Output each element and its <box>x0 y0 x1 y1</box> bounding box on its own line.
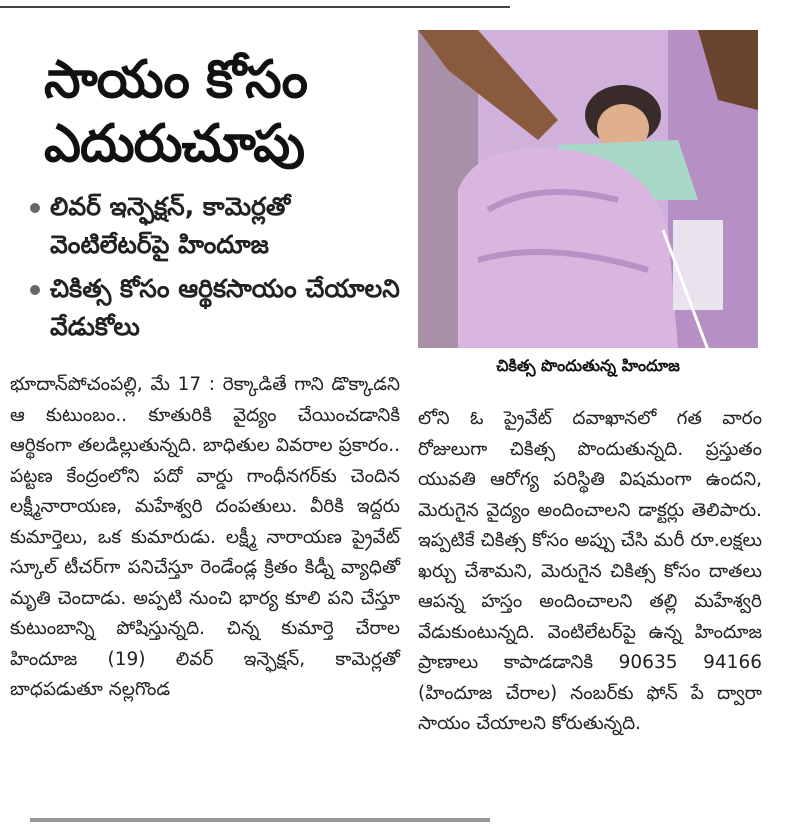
article-paragraph: భూదాన్‌పోచంపల్లి, మే 17 : రెక్కాడితే గాని డొక్కాడని ఆ కుటుంబం.. కూతురికి వైద్యం చేయించడానికి ఆర్థికంగా తలడిల్లుతున్నది. బాధితుల వివరాల ప్రకారం.. పట్టణ కేంద్రంలోని పదో వార్డు గాంధీనగర్‌కు చెందిన లక్ష్మీనారాయణ, మహేశ్వరి దంపతులు. వీరికి ఇద్దరు కుమార్తెలు, ఒక కుమారుడు. లక్ష్మీ నారాయణ ప్రైవేట్ స్కూల్ టీచర్‌గా పనిచేస్తూ రెండేండ్ల క్రితం కిడ్నీ వ్యాధితో మృతి చెందాడు. అప్పటి నుంచి భార్య కూలి పని చేస్తూ కుటుంబాన్ని పోషిస్తున్నది. చిన్న కుమార్తె చేరాల హిందూజ (19) లివర్ ఇన్ఫెక్షన్, కామెర్లతో బాధపడుతూ నల్లగొండ <box>10 374 400 700</box>
photo-caption: చికిత్స పొందుతున్న హిందూజ <box>496 356 680 375</box>
headline-line-2: ఎదురుచూపు <box>44 113 305 174</box>
article-column-right <box>418 404 762 740</box>
article-column-left <box>10 370 400 706</box>
next-article-cut <box>30 810 490 824</box>
headline-line-1: సాయం కోసం <box>44 49 307 110</box>
news-photo <box>418 30 758 348</box>
bullet-dot-icon <box>30 203 40 213</box>
top-rule <box>0 6 510 8</box>
bullet-item <box>30 270 400 346</box>
subheadline-bullets <box>30 188 400 352</box>
bullet-text: లివర్ ఇన్ఫెక్షన్, కామెర్లతో వెంటిలేటర్‌పై హిందూజ <box>50 192 291 259</box>
article-paragraph: లోని ఓ ప్రైవేట్ దవాఖానలో గత వారం రోజులుగా చికిత్స పొందుతున్నది. ప్రస్తుతం యువతి ఆరోగ్య పరిస్థితి విషమంగా ఉందని, మెరుగైన వైద్యం అందించాలని డాక్టర్లు తెలిపారు. ఇప్పటికే చికిత్స కోసం అప్పు చేసి మరీ రూ.లక్షలు ఖర్చు చేశామని, మెరుగైన చికిత్స కోసం దాతలు ఆపన్న హస్తం అందించాలని తల్లి మహేశ్వరి వేడుకుంటున్నది. వెంటిలేటర్‌పై ఉన్న హిందూజ ప్రాణాలు కాపాడడానికి 90635 94166 (హిందూజ చేరాల) నంబర్‌కు ఫోన్ పే ద్వారా సాయం చేయాలని కోరుతున్నది. <box>418 408 762 734</box>
bullet-dot-icon <box>30 285 40 295</box>
headline <box>44 48 384 176</box>
bullet-item <box>30 188 400 264</box>
bullet-text: చికిత్స కోసం ఆర్థికసాయం చేయాలని వేడుకోలు <box>50 274 400 341</box>
hospital-photo-illustration <box>418 30 758 348</box>
